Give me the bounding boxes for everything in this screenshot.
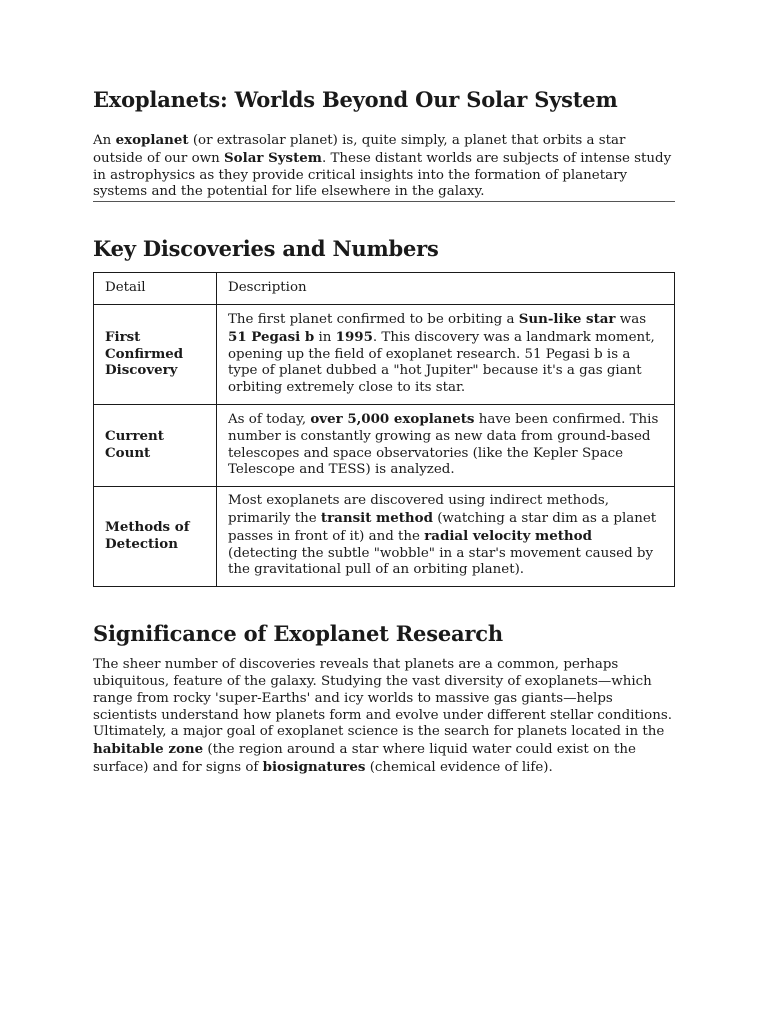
cell-text: . This discovery was a landmark moment, opening up the field of exoplanet research. 51 Pegasi b is a type of planet dubbed a "hot Jupiter" because it's a gas giant orbiting extremely close to its star. [228, 329, 655, 396]
discoveries-table [93, 272, 675, 587]
page-title: Exoplanets: Worlds Beyond Our Solar System [93, 87, 618, 112]
cell-bold: transit method [320, 509, 433, 526]
cell-text: (watching a star dim as a planet passes in front of it) and the [228, 510, 657, 544]
intro-text-3: . These distant worlds are subjects of intense study in astrophysics as they provide critical insights into the formation of planetary systems and the potential for life elsewhere in the galaxy. [93, 150, 672, 200]
cell-text: in [314, 329, 336, 345]
table-row [94, 487, 675, 587]
table-cell-description [217, 304, 675, 404]
table-cell-detail: Current Count [94, 404, 217, 486]
intro-paragraph [93, 132, 675, 202]
cell-text: have been confirmed. This number is constantly growing as new data from ground-based telescopes and space observatories (like the Kepler Space Telescope and TESS) is analyzed. [228, 411, 659, 478]
significance-text-2: (the region around a star where liquid water could exist on the surface) and for signs of [93, 742, 636, 775]
cell-bold: 1995 [335, 328, 373, 345]
cell-text: As of today, [228, 411, 311, 427]
table-cell-detail: Methods of Detection [94, 487, 217, 587]
cell-bold: radial velocity method [424, 527, 592, 544]
table-header-description: Description [217, 273, 675, 305]
significance-text-3: (chemical evidence of life). [365, 759, 553, 775]
cell-text: Most exoplanets are discovered using indirect methods, primarily the [228, 493, 610, 526]
cell-bold: 51 Pegasi b [228, 328, 315, 345]
section-heading-key-discoveries: Key Discoveries and Numbers [93, 236, 439, 262]
cell-bold: Sun-like star [518, 310, 616, 327]
significance-text-1: The sheer number of discoveries reveals that planets are a common, perhaps ubiquitous, feature of the galaxy. Studying the vast diversity of exoplanets—which range from rocky 'super-Earths' and icy worlds to massive gas giants—helps scientists understand how planets form and evolve under different stellar conditions. Ultimately, a major goal of exoplanet science is the search for planets located in the [93, 657, 672, 740]
table-row [94, 404, 675, 486]
table-row [94, 304, 675, 404]
table-cell-detail: First Confirmed Discovery [94, 304, 217, 404]
cell-bold: over 5,000 exoplanets [310, 410, 475, 427]
significance-paragraph [93, 657, 675, 777]
table-header-detail: Detail [94, 273, 217, 305]
section-heading-significance: Significance of Exoplanet Research [93, 621, 503, 647]
intro-text-2: (or extrasolar planet) is, quite simply, a planet that orbits a star outside of our own [93, 133, 626, 166]
intro-bold-solar-system: Solar System [224, 149, 322, 166]
significance-bold-habitable-zone: habitable zone [93, 741, 204, 758]
table-cell-description [217, 404, 675, 486]
intro-bold-exoplanet: exoplanet [115, 132, 189, 148]
table-cell-description [217, 487, 675, 587]
intro-text-1: An [93, 133, 116, 148]
table-header-row [94, 273, 675, 305]
cell-text: (detecting the subtle "wobble" in a star's movement caused by the gravitational pull of an orbiting planet). [228, 545, 654, 578]
cell-text: The first planet confirmed to be orbiting a [228, 311, 519, 327]
significance-bold-biosignatures: biosignatures [262, 758, 366, 775]
cell-text: was [615, 311, 647, 327]
